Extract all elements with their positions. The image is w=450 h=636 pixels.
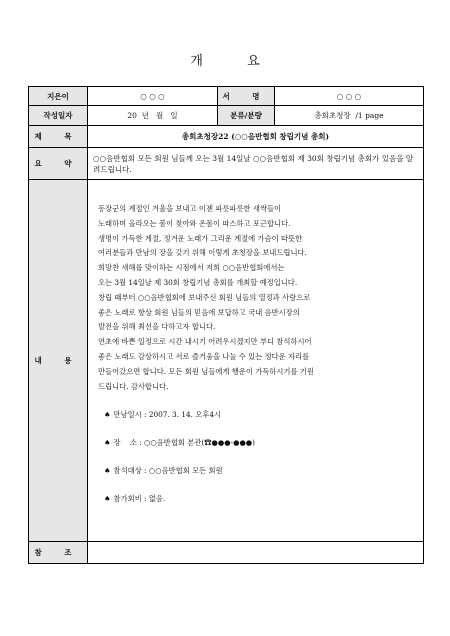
reference-label: 참 조 [29, 542, 88, 564]
book-name-label: 서 명 [218, 87, 275, 106]
date-value: 20 년 월 일 [88, 106, 218, 126]
author-row [29, 87, 424, 106]
date-label: 작성일자 [29, 106, 88, 126]
info-text: 만남일시 : 2007. 3. 14. 오후4시 [113, 410, 222, 420]
subject-row [29, 126, 424, 148]
paragraph-line: 발전을 위해 최선을 다하고자 합니다. [98, 322, 216, 332]
info-text: 장 소 : ○○음반협회 본관(☎●●●-●●●) [113, 438, 256, 448]
paragraph-line: 생명이 가득한 계절, 정겨운 노래가 그리운 계절에 가슴이 따뜻한 [98, 233, 303, 243]
paragraph-line: 오는 3월 14일날 제 30회 창립기념 총회를 개최할 예정입니다. [98, 277, 298, 287]
paragraph-line: 드립니다. 감사합니다. [98, 381, 169, 391]
summary-row [29, 148, 424, 180]
subject-label: 제 목 [29, 126, 88, 148]
spade-icon: ♠ [104, 438, 111, 448]
overview-form-table [28, 86, 424, 564]
paragraph-line: 여러분들과 만남의 장을 갖기 위해 이렇게 초청장을 보내드립니다. [98, 248, 307, 258]
content-label: 내 용 [29, 180, 88, 542]
reference-row [29, 542, 424, 564]
info-item-datetime [104, 410, 413, 438]
document-title: 개 요 [190, 54, 280, 69]
content-row [29, 180, 424, 542]
info-item-attendees [104, 466, 413, 494]
spade-icon: ♠ [104, 410, 111, 420]
paragraph-line: 동장군의 계절인 겨울을 보내고 이젠 파릇파릇한 새싹들이 [98, 204, 282, 213]
author-value: ○ ○ ○ [88, 87, 218, 106]
category-label: 분류/분량 [218, 106, 275, 126]
content-body [88, 180, 424, 542]
paragraph-line: 노래하며 올라오는 봄이 찾아와 온몸이 따스하고 포근합니다. [98, 218, 291, 228]
info-text: 참가회비 : 없음. [113, 494, 166, 504]
summary-value: ○○음반협회 모든 회원 님들께 오는 3월 14일날 ○○음반협회 제 30회 창립기념 총회가 있음을 알려드립니다. [88, 148, 424, 180]
paragraph-line: 희망찬 새해를 맞이하는 시점에서 저희 ○○음반협회에서는 [98, 263, 285, 273]
summary-label: 요 약 [29, 148, 88, 180]
invitation-paragraph [98, 202, 413, 394]
spade-icon: ♠ [104, 494, 111, 504]
paragraph-line: 연초에 바쁜 일정으로 시간 내시기 어려우시겠지만 부디 참석하시어 [98, 337, 312, 347]
info-text: 참석대상 : ○○음반협회 모든 회원 [113, 466, 223, 476]
book-name-value: ○ ○ ○ [275, 87, 424, 106]
author-label: 지은이 [29, 87, 88, 106]
spade-icon: ♠ [104, 466, 111, 476]
info-item-fee [104, 494, 413, 522]
info-item-location [104, 438, 413, 466]
paragraph-line: 좋은 노래로 항상 회원 님들의 믿음에 보답하고 국내 음반시장의 [98, 307, 300, 317]
date-row [29, 106, 424, 126]
paragraph-line: 창립 때부터 ○○음반협회에 보내주신 회원 님들의 열정과 사랑으로 [98, 292, 311, 302]
event-info-list [98, 410, 413, 522]
category-value: 총회초청장 /1 page [275, 106, 424, 126]
paragraph-line: 만들어갔으면 합니다. 모든 회원 님들에게 행운이 가득하시기를 기원 [98, 366, 314, 376]
reference-value [88, 542, 424, 564]
subject-value: 총회초청장22 (○○음반협회 창립기념 총회) [88, 126, 424, 148]
paragraph-line: 좋은 노래도 감상하시고 서로 즐거움을 나눌 수 있는 정다운 자리를 [98, 351, 310, 361]
